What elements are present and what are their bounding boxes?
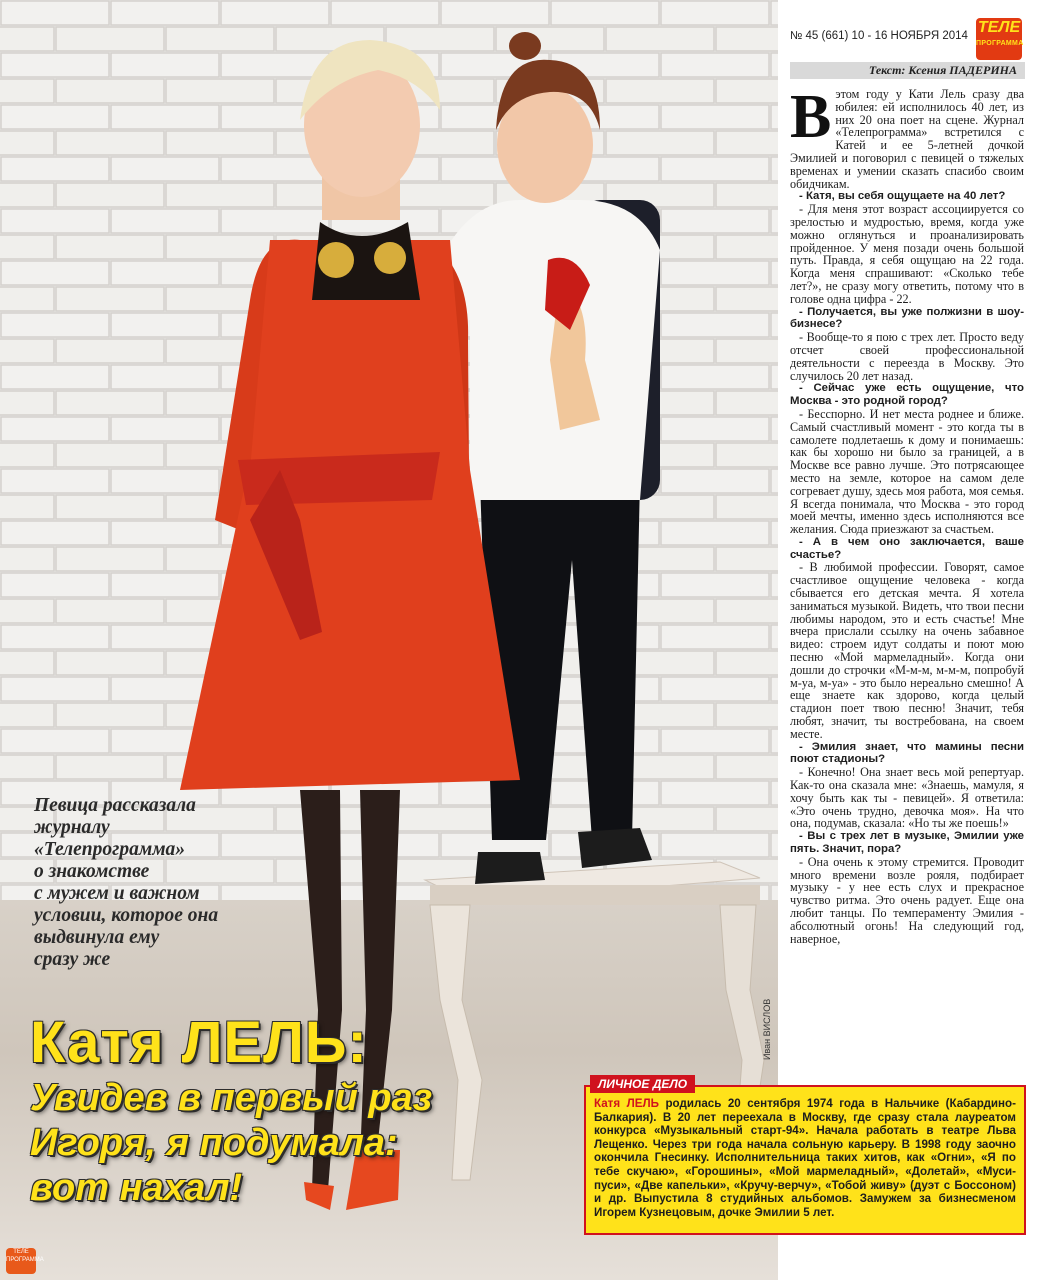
headline-line: Игоря, я подумала:	[30, 1122, 398, 1164]
corner-logo-tag: ТЕЛЕ ПРОГРАММА	[6, 1248, 36, 1274]
byline-bar	[790, 62, 1025, 79]
drop-cap: В	[790, 88, 832, 151]
logo-top: ТЕЛЕ	[977, 19, 1021, 36]
lead-line: сразу же	[34, 949, 111, 970]
article-answer: - Она очень к этому стремится. Проводит много времени возле рояля, подбирает музыку - у нее есть слух и прекрасное чувство ритма. Это очень радует. Еще она любит танцы. По темпераменту Эмилия - абсолютный огонь! На следующий год, наверное,	[790, 854, 1024, 946]
headline-line: Увидев в первый раз	[30, 1077, 433, 1119]
article-answer: - В любимой профессии. Говорят, самое счастливое ощущение человека - когда сбывается его детская мечта. Я хотела заниматься музыкой. Видеть, что твои песни любимы народом, это и есть счастье! Мне вчера прислали ссылку на очень забавное видео: строем идут солдаты и поют мою песню «Мой мармеладный». Когда они дошли до строчки «М-м-м, м-м-м, попробуй м-уа, м-уа» - это было нереально смешно! А еще знаете как здорово, когда целый стадион поет твою песню! Значит, тебя любят, значит, ты востребована, на своем месте.	[790, 560, 1024, 741]
lead-line: выдвинула ему	[34, 927, 160, 948]
byline: Текст: Ксения ПАДЕРИНА	[868, 63, 1017, 77]
headline	[30, 1010, 590, 1211]
lead-line: Певица рассказала	[34, 795, 196, 816]
bio-box	[584, 1077, 1026, 1235]
article-question: - Сейчас уже есть ощущение, что Москва - это родной город?	[790, 382, 1024, 408]
article-intro: этом году у Кати Лель сразу два юбилея: ей исполнилось 40 лет, из них 20 она поет на сцене. Журнал «Телепрограмма» встретился с Катей и ее 5-летней дочкой Эмилией и поговорил с певицей о тяжелых временах и умении сказать спасибо своим обидчикам.	[790, 88, 1024, 191]
article-body	[790, 88, 1024, 1060]
article-question: - А в чем оно заключается, ваше счастье?	[790, 535, 1024, 561]
article-answer: - Для меня этот возраст ассоциируется со зрелостью и мудростью, время, когда уже можно оглянуться и проанализировать пройденное. У меня позади очень большой путь. Правда, я себя ощущаю на 22 года. Когда меня спрашивают: «Сколько тебе лет?», не сразу могу ответить, потому что в голове одна цифра - 22.	[790, 202, 1024, 306]
article-answer: - Бесспорно. И нет места роднее и ближе. Самый счастливый момент - это когда ты в самолете подлетаешь к дому и понимаешь: как бы хорошо ни было за границей, а в Москве все равно лучше. Это потрясающее место на земле, которое на самом деле согревает душу, здесь моя работа, моя семья. Я всегда понимала, что Москва - это город моей мечты, именно здесь исполняются все желания. Сюда приезжают за счастьем.	[790, 406, 1024, 537]
lead-line: «Телепрограмма»	[34, 839, 186, 860]
article-question: - Вы с трех лет в музыке, Эмилии уже пять. Значит, пора?	[790, 830, 1024, 856]
lead-line: журналу	[34, 817, 110, 838]
bio-body: родилась 20 сентября 1974 года в Нальчике (Кабардино-Балкария). В 20 лет переехала в Москву, где сразу стала лауреатом конкурса «Музыкальный старт-94». Начала работать в театре Льва Лещенко. Через три года начала сольную карьеру. В 1998 году заочно окончила Гнесинку. Исполнительница таких хитов, как «Огни», «Я по тебе скучаю», «Горошины», «Мой мармеладный», «Долетай», «Муси-пуси», «Две капельки», «Кручу-верчу», «Тобой живу» (дуэт с Боссоном) и др. Выпустила 8 студийных альбомов. Замужем за бизнесменом Игорем Кузнецовым, дочке Эмилии 5 лет.	[594, 1097, 1017, 1219]
logo-bottom: ПРОГРАММА	[976, 40, 1024, 47]
lead-line: с мужем и важном	[34, 883, 200, 904]
issue-line: № 45 (661) 10 - 16 НОЯБРЯ 2014	[790, 30, 968, 42]
article-question: - Эмилия знает, что мамины песни поют стадионы?	[790, 740, 1024, 766]
article-question: - Катя, вы себя ощущаете на 40 лет?	[799, 190, 1006, 203]
lead-blurb	[34, 795, 284, 971]
lead-line: о знакомстве	[34, 861, 150, 882]
article-answer: - Вообще-то я пою с трех лет. Просто веду отсчет своей профессиональной деятельности с переезда в Москву. Это случилось 20 лет назад.	[790, 330, 1024, 383]
magazine-logo	[976, 18, 1022, 60]
article-question: - Получается, вы уже полжизни в шоу-бизнесе?	[790, 305, 1024, 331]
bio-name: Катя ЛЕЛЬ	[594, 1097, 659, 1110]
lead-line: условии, которое она	[34, 905, 219, 926]
photo-credit: Иван ВИСЛОВ	[762, 998, 772, 1060]
bio-text	[594, 1097, 1016, 1219]
article-answer: - Конечно! Она знает весь мой репертуар. Как-то она сказала мне: «Знаешь, мамуля, я хочу быть как ты - певицей». Я ответила: «Это очень трудно, девочка моя». На что она, подумав, сказала: «Но ты же поешь!»	[790, 765, 1024, 831]
headline-name: Катя ЛЕЛЬ:	[30, 1010, 368, 1075]
bio-label: ЛИЧНОЕ ДЕЛО	[590, 1075, 695, 1093]
headline-line: вот нахал!	[30, 1167, 243, 1209]
